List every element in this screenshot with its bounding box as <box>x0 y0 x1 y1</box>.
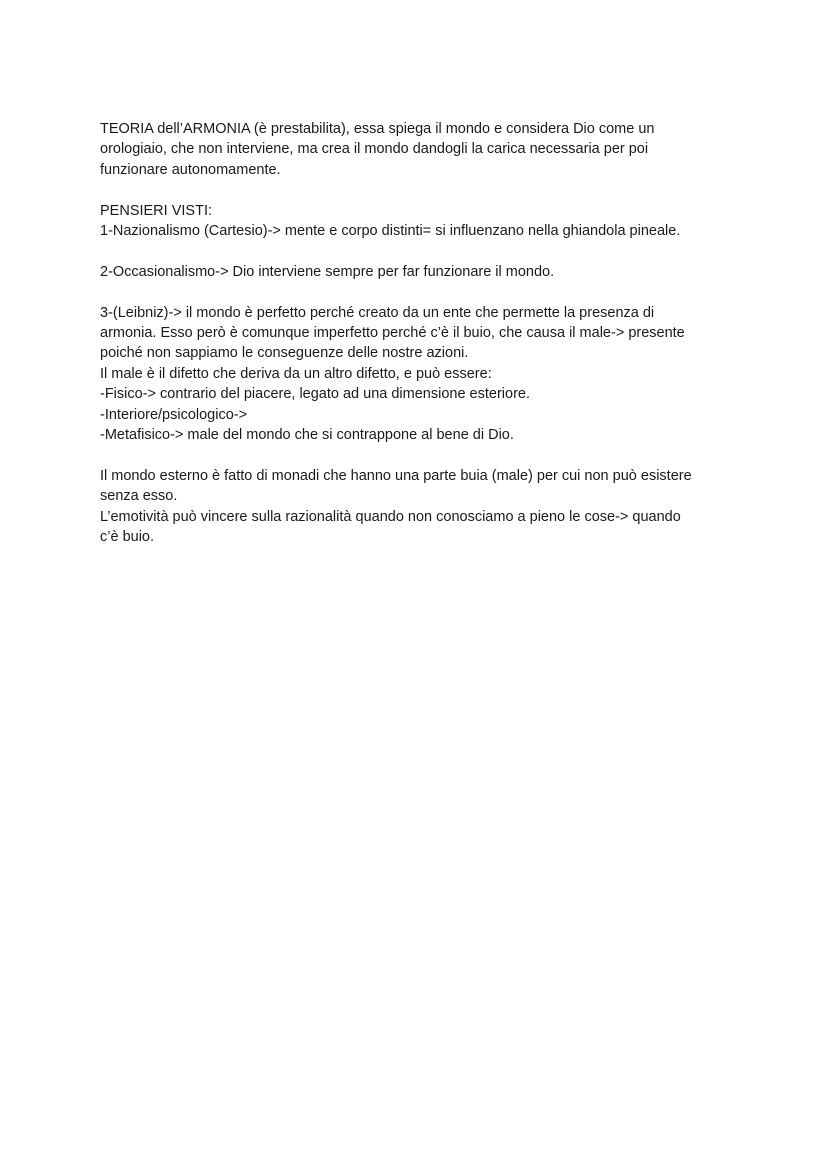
document-body <box>100 119 740 547</box>
text-line: poiché non sappiamo le conseguenze delle nostre azioni. <box>100 345 469 362</box>
text-line: funzionare autonomamente. <box>100 161 281 178</box>
paragraph-monadi <box>100 466 740 548</box>
paragraph-occasionalismo <box>100 262 740 282</box>
list-item: 1-Nazionalismo (Cartesio)-> mente e corpo distinti= si influenzano nella ghiandola pineale. <box>100 223 681 240</box>
text-line: TEORIA dell’ARMONIA (è prestabilita), essa spiega il mondo e considera Dio come un <box>100 121 655 137</box>
text-line: -Metafisico-> male del mondo che si contrappone al bene di Dio. <box>100 427 514 444</box>
paragraph-spacer <box>100 241 740 261</box>
paragraph-leibniz <box>100 303 740 446</box>
text-line: Il male è il difetto che deriva da un altro difetto, e può essere: <box>100 365 492 382</box>
text-line: -Fisico-> contrario del piacere, legato ad una dimensione esteriore. <box>100 386 530 403</box>
text-line: c’è buio. <box>100 529 155 546</box>
paragraph-armonia <box>100 119 740 180</box>
list-item: 2-Occasionalismo-> Dio interviene sempre per far funzionare il mondo. <box>100 263 555 280</box>
text-line: L’emotività può vincere sulla razionalità quando non conosciamo a pieno le cose-> quando <box>100 508 681 525</box>
text-line: Il mondo esterno è fatto di monadi che hanno una parte buia (male) per cui non può esistere <box>100 467 692 484</box>
text-line: orologiaio, che non interviene, ma crea il mondo dandogli la carica necessaria per poi <box>100 141 649 158</box>
paragraph-spacer <box>100 180 740 200</box>
text-line: -Interiore/psicologico-> <box>100 406 248 423</box>
paragraph-spacer <box>100 282 740 302</box>
text-line: armonia. Esso però è comunque imperfetto perché c’è il buio, che causa il male-> presente <box>100 325 685 342</box>
paragraph-pensieri <box>100 201 740 242</box>
paragraph-spacer <box>100 445 740 465</box>
text-line: 3-(Leibniz)-> il mondo è perfetto perché creato da un ente che permette la presenza di <box>100 304 655 321</box>
section-heading: PENSIERI VISTI: <box>100 202 212 219</box>
text-line: senza esso. <box>100 488 178 505</box>
